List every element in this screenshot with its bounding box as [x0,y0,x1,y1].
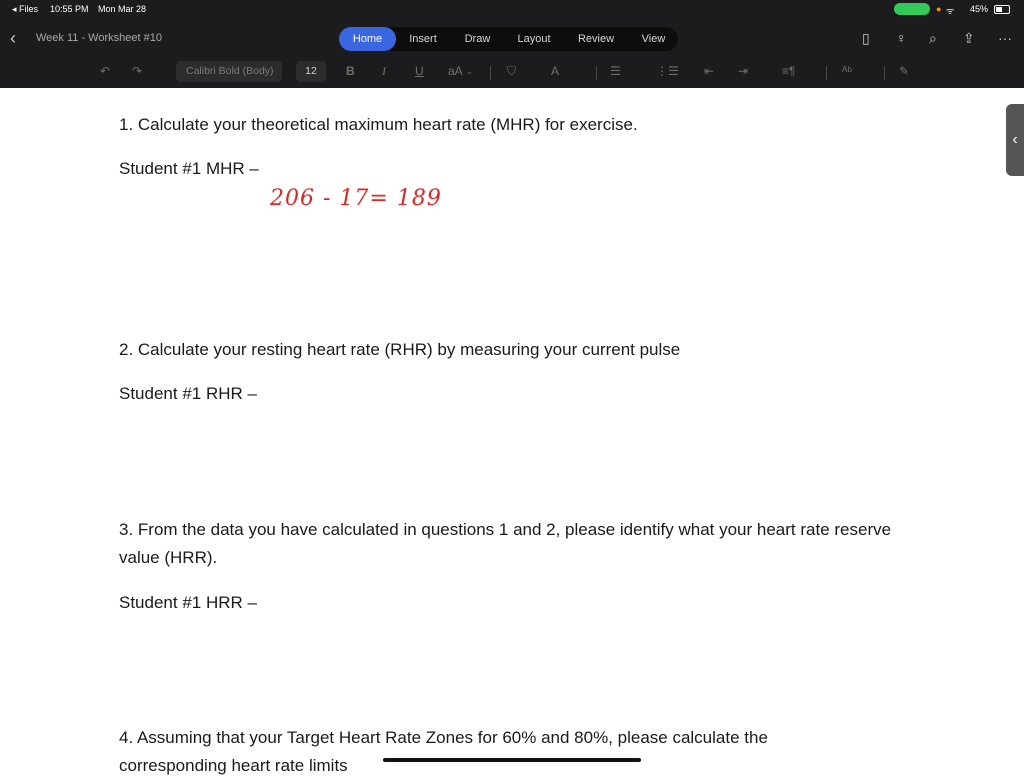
italic-button[interactable]: I [382,64,386,78]
text-size-button[interactable]: aA [448,64,463,78]
tab-insert[interactable]: Insert [409,33,437,45]
question-3: 3. From the data you have calculated in questions 1 and 2, please identify what your heart rate reserve value (HRR). [119,520,892,567]
editor-icon[interactable]: ✎ [899,64,910,78]
divider [826,66,827,80]
home-indicator [383,758,641,762]
status-date: Mon Mar 28 [98,4,147,14]
formatting-ribbon [0,58,1024,86]
divider [884,66,885,80]
tab-home[interactable]: Home [339,27,396,51]
ribbon-tabs [339,27,678,51]
phone-view-icon[interactable]: ▯ [862,30,870,46]
answer-label-3: Student #1 HRR – [119,593,257,612]
paragraph-format-icon[interactable]: ≡¶ [782,64,796,78]
undo-icon[interactable]: ↶ [100,64,111,78]
more-icon[interactable]: ··· [998,30,1012,46]
tab-draw[interactable]: Draw [464,33,491,45]
side-panel-toggle[interactable]: ‹ [1006,104,1024,176]
tab-layout[interactable]: Layout [517,33,551,45]
increase-indent-icon[interactable]: ⇥ [738,64,749,78]
answer-label-2: Student #1 RHR – [119,384,257,403]
highlight-icon[interactable]: ⛉ [507,64,517,78]
divider [596,66,597,80]
question-2: 2. Calculate your resting heart rate (RHR) by measuring your current pulse [119,340,681,359]
tab-view[interactable]: View [641,33,666,45]
lightbulb-icon[interactable]: ♀ [896,30,907,46]
underline-button[interactable]: U [415,64,424,78]
question-1: 1. Calculate your theoretical maximum heart rate (MHR) for exercise. [119,115,638,134]
question-4: 4. Assuming that your Target Heart Rate Zones for 60% and 80%, please calculate the corresponding heart rate limits [119,728,768,775]
back-to-files-link[interactable]: ◂ Files [12,4,39,14]
battery-percent: 45% [970,4,989,14]
camera-indicator-icon [894,3,930,15]
document-page[interactable] [0,88,1024,768]
font-size-select[interactable]: 12 [296,61,326,82]
search-icon[interactable]: ⌕ [929,30,937,46]
tab-review[interactable]: Review [577,33,615,45]
redo-icon[interactable]: ↷ [132,64,143,78]
numbered-list-icon[interactable]: ⋮☰ [656,64,679,78]
app-toolbar [0,0,1024,88]
share-icon[interactable]: ⇪ [963,30,975,46]
handwritten-answer: 206 - 17= 189 [270,186,442,211]
wifi-icon: ᯤ [946,6,955,16]
back-chevron-icon[interactable]: ‹ [10,28,16,48]
answer-label-1: Student #1 MHR – [119,159,259,178]
mic-indicator-icon: ● [936,4,942,14]
nav-bar [0,26,1024,52]
status-time: 10:55 PM [50,4,89,14]
decrease-indent-icon[interactable]: ⇤ [704,64,715,78]
font-color-icon[interactable]: A [551,64,560,78]
bold-button[interactable]: B [346,64,355,78]
font-name-select[interactable]: Calibri Bold (Body) [176,61,282,82]
chevron-down-icon[interactable]: ⌄ [466,67,473,76]
status-bar [0,0,1024,18]
document-title[interactable]: Week 11 - Worksheet #10 [36,32,162,44]
divider [490,66,491,80]
battery-icon [994,5,1010,14]
bullet-list-icon[interactable]: ☰ [610,64,621,78]
styles-icon[interactable]: ᴬᵇ [842,64,852,78]
